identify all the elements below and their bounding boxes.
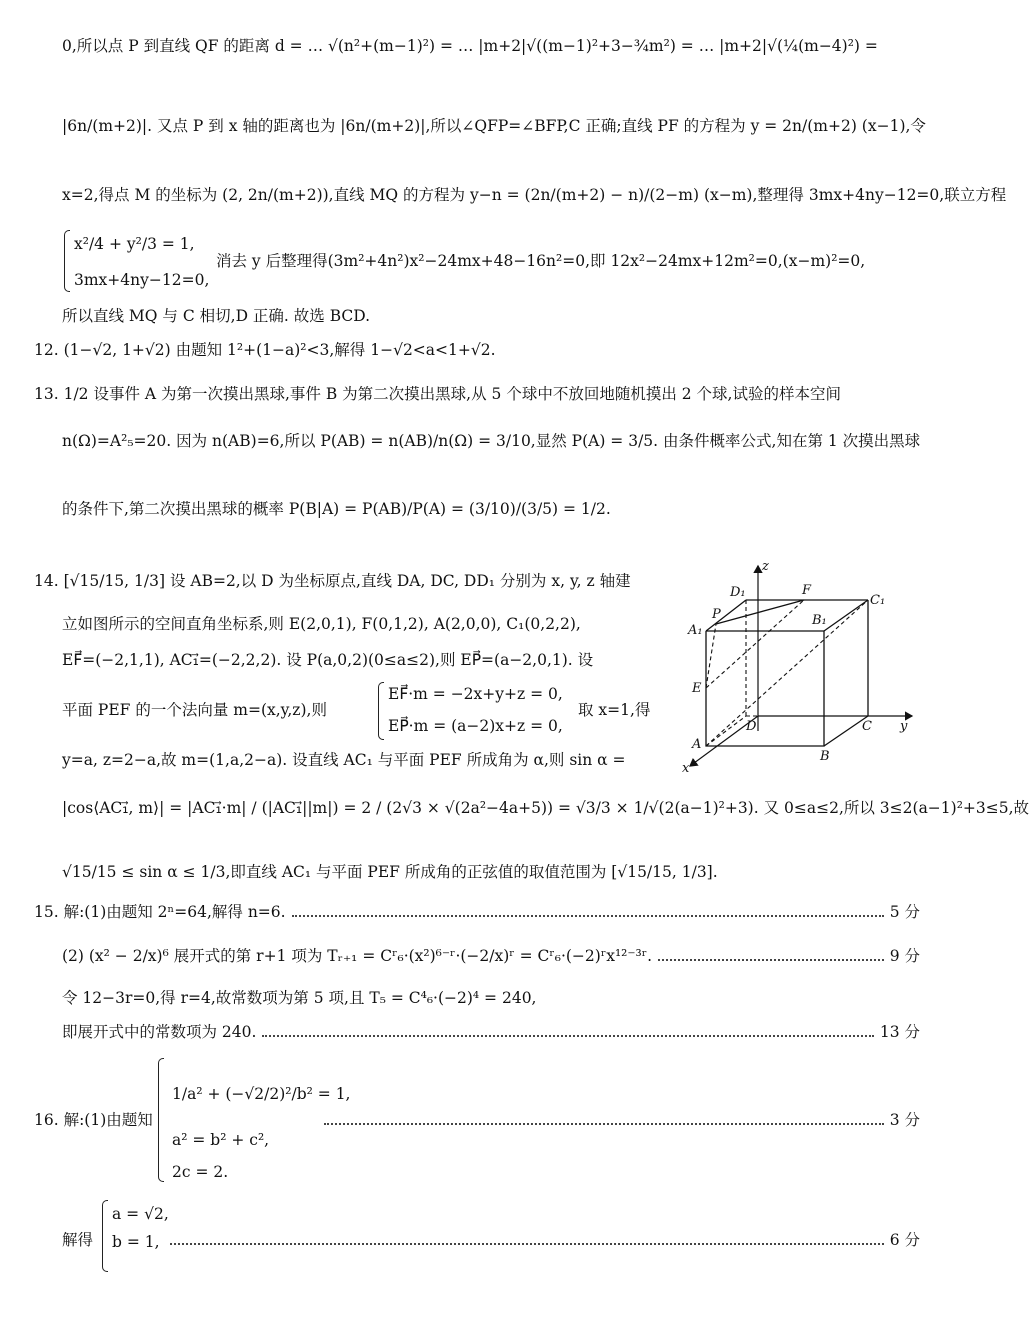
answer-text: 即展开式中的常数项为 240. [62,1023,257,1041]
label-B1: B₁ [812,613,827,628]
leader-dots [324,1123,884,1125]
text-line: 所以直线 MQ 与 C 相切,D 正确. 故选 BCD. [62,307,371,325]
equation-brace [64,230,70,292]
text-line: 立如图所示的空间直角坐标系,则 E(2,0,1), F(0,1,2), A(2,0,0), C₁(0,2,2), [62,615,581,633]
label-C1: C₁ [870,593,886,608]
equation-line: 3mx+4ny−12=0, [74,271,210,289]
equation-line: a² = b² + c², [172,1131,270,1149]
label-A: A [692,737,702,752]
label-E: E [692,681,702,696]
cube-figure [672,556,922,778]
score-points: 6 分 [889,1231,920,1249]
answer-16-part1-score-row [164,1230,920,1250]
text-line: 令 12−3r=0,得 r=4,故常数项为第 5 项,且 T₅ = C⁴₆·(−2)⁴ = 240, [62,989,537,1007]
score-points: 13 分 [879,1023,920,1041]
label-A1: A₁ [688,623,703,638]
leader-dots [262,1035,873,1037]
answer-14: 14. [√15/15, 1/3] 设 AB=2,以 D 为坐标原点,直线 DA, DC, DD₁ 分别为 x, y, z 轴建 [34,572,631,590]
answer-15-conclusion [62,1022,920,1042]
text-line: 取 x=1,得 [578,701,651,719]
text-line: EF⃗=(−2,1,1), AC₁⃗=(−2,2,2). 设 P(a,0,2)(0≤a≤2),则 EP⃗=(a−2,0,1). 设 [62,651,594,669]
text-line: 0,所以点 P 到直线 QF 的距离 d = … √(n²+(m−1)²) = … |m+2|√((m−1)²+3−¾m²) = … |m+2|√(¼(m−4)²) = [62,37,878,55]
answer-15-part2 [62,946,920,966]
equation-line: EP⃗·m = (a−2)x+z = 0, [388,717,563,735]
answer-15-part1 [34,902,920,922]
text-line: |6n/(m+2)|. 又点 P 到 x 轴的距离也为 |6n/(m+2)|,所以∠QFP=∠BFP,C 正确;直线 PF 的方程为 y = 2n/(m+2) (x−1),令 [62,117,926,135]
label-C: C [862,719,872,734]
label-z: z [762,559,769,574]
label-y: y [900,719,908,734]
text-line: √15/15 ≤ sin α ≤ 1/3,即直线 AC₁ 与平面 PEF 所成角的正弦值的取值范围为 [√15/15, 1/3]. [62,863,718,881]
answer-13: 13. 1/2 设事件 A 为第一次摸出黑球,事件 B 为第二次摸出黑球,从 5 个球中不放回地随机摸出 2 个球,试验的样本空间 [34,385,841,403]
equation-brace [158,1058,164,1182]
leader-dots [170,1243,884,1245]
text-line: y=a, z=2−a,故 m=(1,a,2−a). 设直线 AC₁ 与平面 PEF 所成角为 α,则 sin α = [62,751,626,769]
label-D1: D₁ [730,585,746,600]
leader-dots [658,959,884,961]
text-line: 消去 y 后整理得(3m²+4n²)x²−24mx+48−16n²=0,即 12x²−24mx+12m²=0,(x−m)²=0, [216,252,866,270]
cube-diagram [672,556,922,778]
answer-12: 12. (1−√2, 1+√2) 由题知 1²+(1−a)²<3,解得 1−√2<a<1+√2. [34,341,496,359]
equation-line: 1/a² + (−√2/2)²/b² = 1, [172,1085,351,1103]
label-D: D [746,719,757,734]
text-line: 平面 PEF 的一个法向量 m=(x,y,z),则 [62,701,327,719]
label-F: F [802,583,812,598]
score-points: 5 分 [889,903,920,921]
answer-text: 15. 解:(1)由题知 2ⁿ=64,解得 n=6. [34,903,286,921]
text-line: 的条件下,第二次摸出黑球的概率 P(B|A) = P(AB)/P(A) = (3/10)/(3/5) = 1/2. [62,500,611,518]
answer-16-score-row [318,1110,920,1130]
equation-line: EF⃗·m = −2x+y+z = 0, [388,685,563,703]
equation-line: a = √2, [112,1205,169,1223]
equation-line: x²/4 + y²/3 = 1, [74,235,195,253]
answer-text: (2) (x² − 2/x)⁶ 展开式的第 r+1 项为 Tᵣ₊₁ = Cʳ₆·(x²)⁶⁻ʳ·(−2/x)ʳ = Cʳ₆·(−2)ʳx¹²⁻³ʳ. [62,947,653,965]
text-line: n(Ω)=A²₅=20. 因为 n(AB)=6,所以 P(AB) = n(AB)/n(Ω) = 3/10,显然 P(A) = 3/5. 由条件概率公式,知在第 1 次摸出黑球 [62,432,921,450]
text-line: x=2,得点 M 的坐标为 (2, 2n/(m+2)),直线 MQ 的方程为 y−n = (2n/(m+2) − n)/(2−m) (x−m),整理得 3mx+4ny−12=0,联立方程 [62,186,1007,204]
equation-brace [378,682,384,740]
label-x: x [682,761,690,776]
label-P: P [712,607,721,622]
text-line: |cos⟨AC₁⃗, m⟩| = |AC₁⃗·m| / (|AC₁⃗||m|) = 2 / (2√3 × √(2a²−4a+5)) = √3/3 × 1/√(2(a−1)²+3). 又 0≤a≤2,所以 3≤2(a−1)²+3≤5,故 [62,799,1029,817]
score-points: 9 分 [889,947,920,965]
leader-dots [292,915,884,917]
equation-brace [102,1200,108,1272]
cube-labels [682,559,908,776]
equation-line: 2c = 2. [172,1163,229,1181]
answer-16: 16. 解:(1)由题知 [34,1111,153,1129]
text-line: 解得 [62,1231,94,1249]
score-points: 3 分 [889,1111,920,1129]
equation-line: b = 1, [112,1233,160,1251]
label-B: B [820,749,830,764]
cube-hidden-edges [706,600,868,746]
